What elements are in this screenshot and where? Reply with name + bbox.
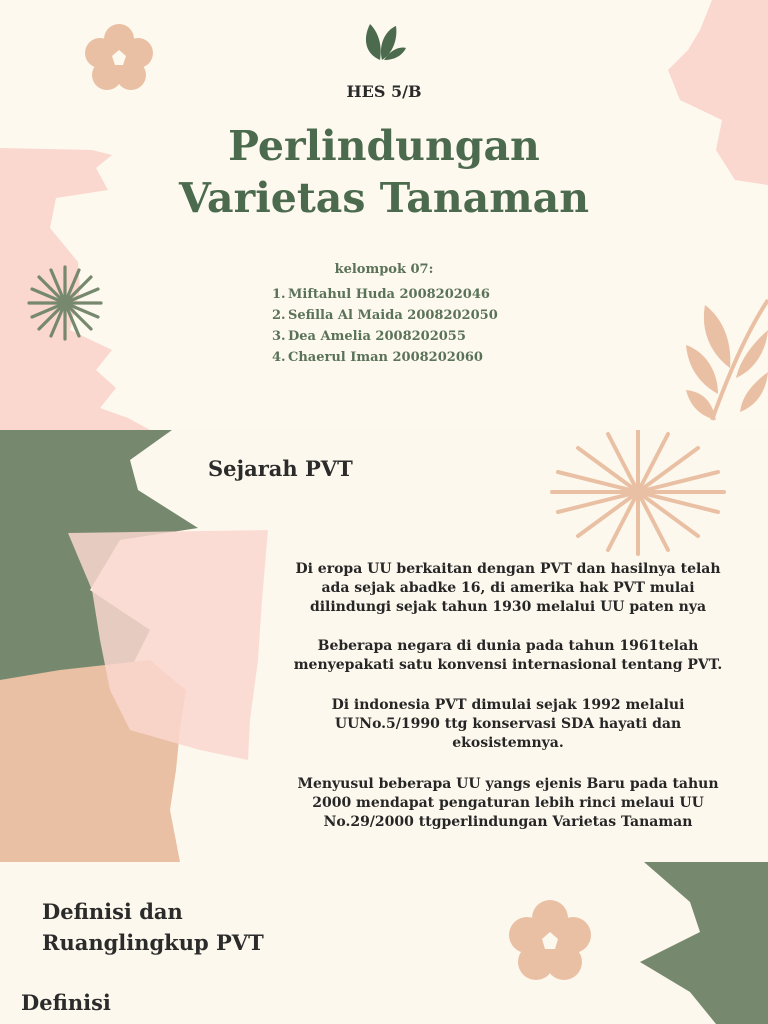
starburst-icon [29, 267, 101, 339]
paragraph: Beberapa negara di dunia pada tahun 1961telah menyepakati satu konvensi internasional tentang PVT. [293, 638, 723, 673]
list-item [272, 305, 498, 326]
leaf-logo-icon [366, 24, 406, 60]
member-name: Sefilla Al Maida 2008202050 [288, 308, 498, 323]
heading-line-2: Ruanglingkup PVT [42, 930, 264, 955]
list-item [272, 284, 498, 305]
definisi-page [0, 862, 768, 1024]
sage-torn-shape-right [640, 862, 768, 1024]
list-number: 3. [272, 329, 286, 344]
subheading: Definisi [21, 990, 111, 1015]
paragraph: Di indonesia PVT dimulai sejak 1992 melalui UUNo.5/1990 ttg konservasi SDA hayati dan ekosistemnya. [331, 697, 685, 751]
sejarah-page [0, 430, 768, 862]
list-item [272, 347, 498, 368]
list-number: 4. [272, 350, 286, 365]
list-number: 2. [272, 308, 286, 323]
paragraph: Menyusul beberapa UU yangs ejenis Baru pada tahun 2000 mendapat pengaturan lebih rinci melaui UU No.29/2000 ttgperlindungan Varietas Tanaman [297, 776, 719, 830]
paragraph: Di eropa UU berkaitan dengan PVT dan hasilnya telah ada sejak abadke 16, di amerika hak PVT mulai dilindungi sejak tahun 1930 melalui UU paten nya [295, 561, 721, 615]
heading-line-1: Definisi dan [42, 899, 183, 924]
list-number: 1. [272, 287, 286, 302]
list-item [272, 326, 498, 347]
group-label: kelompok 07: [334, 262, 434, 277]
class-label: HES 5/B [346, 82, 422, 101]
page-title [0, 120, 768, 224]
cover-page [0, 0, 768, 430]
title-line-2: Varietas Tanaman [178, 174, 590, 222]
member-name: Chaerul Iman 2008202060 [288, 350, 483, 365]
flower-icon [85, 24, 153, 90]
section-heading [42, 896, 264, 958]
flower-icon [509, 900, 591, 980]
section-heading: Sejarah PVT [208, 456, 353, 481]
member-list [272, 284, 498, 368]
member-name: Miftahul Huda 2008202046 [288, 287, 490, 302]
leaf-branch-icon [686, 300, 768, 420]
starburst-icon [552, 430, 724, 554]
member-name: Dea Amelia 2008202055 [288, 329, 466, 344]
title-line-1: Perlindungan [228, 122, 540, 170]
